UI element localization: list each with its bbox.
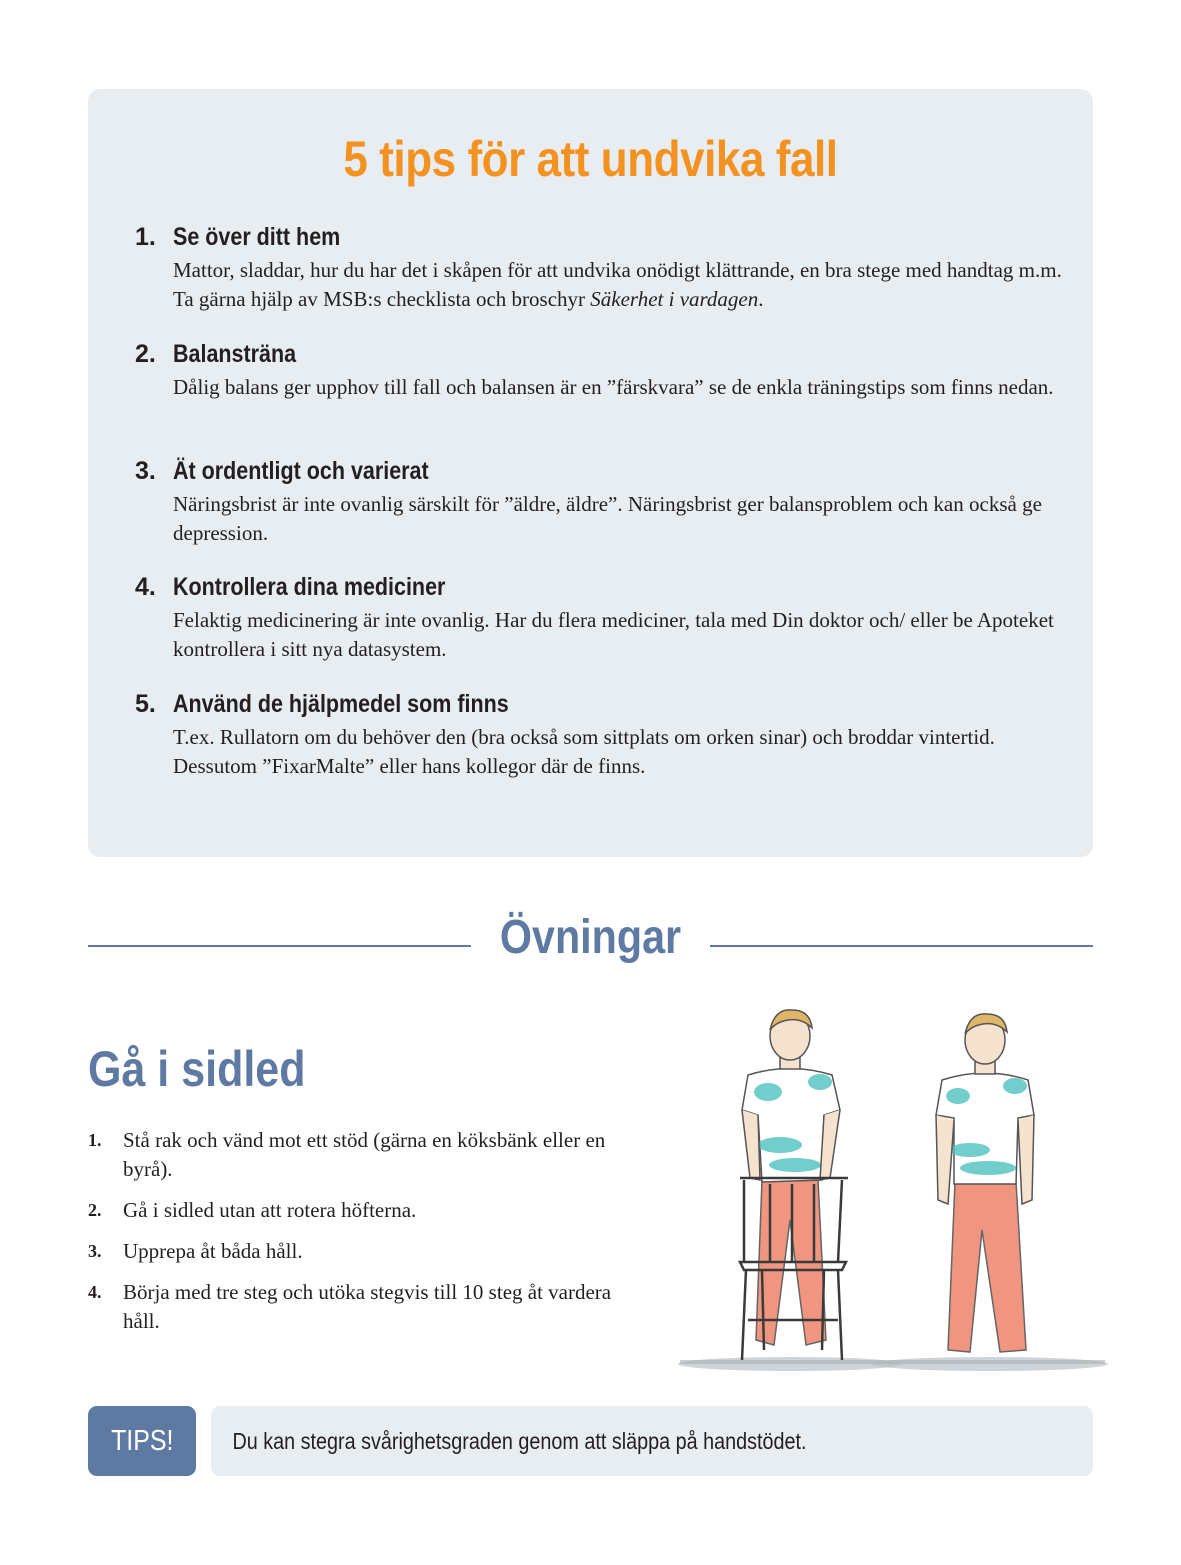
tip-heading: Balansträna	[173, 340, 297, 368]
brochure-title: Säkerhet i vardagen	[590, 287, 759, 311]
tip-heading: Ät ordentligt och varierat	[173, 457, 429, 485]
exercise-title: Gå i sidled	[88, 1041, 306, 1097]
tips-note	[211, 1406, 1093, 1476]
step-text: Börja med tre steg och utöka stegvis till 10 steg åt vardera håll.	[123, 1280, 612, 1333]
tips-note-text: Du kan stegra svårighetsgraden genom att släppa på handstödet.	[232, 1427, 807, 1454]
step-number: 3.	[88, 1241, 102, 1261]
tip-body-end: .	[758, 287, 764, 311]
tips-badge-label: TIPS!	[110, 1424, 174, 1457]
tip-number: 2.	[135, 340, 156, 368]
tip-body-text: Mattor, sladdar, hur du har det i skåpen för att undvika onödigt klättrande, en bra stege med handtag m.m. Ta gärna hjälp av MSB:s checklista och broschyr	[173, 258, 1062, 311]
step-text: Stå rak och vänd mot ett stöd (gärna en köksbänk eller en byrå).	[123, 1128, 606, 1181]
tip-body: Näringsbrist är inte ovanlig särskilt för ”äldre, äldre”. Näringsbrist ger balansproblem och kan också ge depression.	[173, 492, 1042, 545]
tip-heading: Se över ditt hem	[173, 223, 341, 251]
step-text: Upprepa åt båda håll.	[123, 1239, 303, 1263]
person-with-chair	[740, 1010, 848, 1360]
step-number: 1.	[88, 1130, 102, 1150]
tips-badge	[88, 1406, 196, 1476]
step-number: 2.	[88, 1200, 102, 1220]
person-standing	[936, 1014, 1034, 1352]
tip-body	[173, 256, 1063, 314]
tip-number: 4.	[135, 573, 156, 601]
step-text: Gå i sidled utan att rotera höfterna.	[123, 1198, 417, 1222]
tip-body: Dålig balans ger upphov till fall och balansen är en ”färskvara” se de enkla träningstips som finns nedan.	[173, 375, 1054, 399]
tip-body: T.ex. Rullatorn om du behöver den (bra också som sittplats om orken sinar) och broddar vintertid. Dessutom ”FixarMalte” eller hans kollegor där de finns.	[173, 725, 995, 778]
exercise-illustration	[670, 1000, 1115, 1395]
section-title: Övningar	[499, 911, 682, 964]
tip-number: 1.	[135, 223, 156, 251]
tips-title: 5 tips för att undvika fall	[343, 131, 838, 187]
step-number: 4.	[88, 1282, 102, 1302]
tip-number: 5.	[135, 690, 156, 718]
tip-body: Felaktig medicinering är inte ovanlig. Har du flera mediciner, tala med Din doktor och/ eller be Apoteket kontrollera i sitt nya datasystem.	[173, 608, 1054, 661]
tip-heading: Kontrollera dina mediciner	[173, 573, 446, 601]
tip-heading: Använd de hjälpmedel som finns	[173, 690, 509, 718]
tip-number: 3.	[135, 457, 156, 485]
